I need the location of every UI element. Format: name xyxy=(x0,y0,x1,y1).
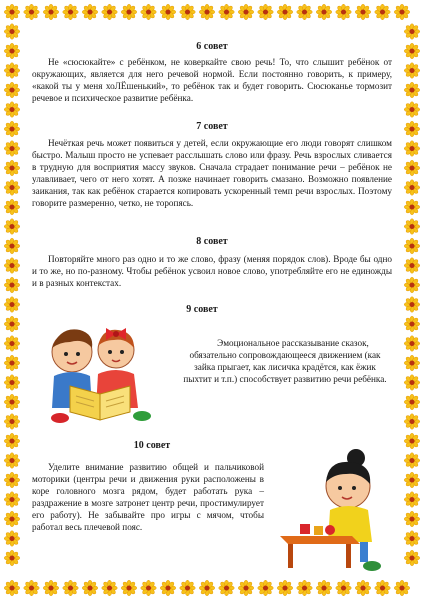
flower-icon xyxy=(297,580,313,596)
flower-icon xyxy=(4,433,20,449)
flower-icon xyxy=(404,82,420,98)
flower-icon xyxy=(63,580,79,596)
flower-icon xyxy=(404,102,420,118)
flower-icon xyxy=(4,160,20,176)
flower-icon xyxy=(4,550,20,566)
flower-icon xyxy=(121,4,137,20)
document-body xyxy=(32,26,392,574)
flower-icon xyxy=(404,219,420,235)
flower-icon xyxy=(404,394,420,410)
flower-icon xyxy=(238,4,254,20)
flower-icon xyxy=(4,580,20,596)
flower-icon xyxy=(4,453,20,469)
flower-icon xyxy=(258,4,274,20)
flower-icon xyxy=(160,580,176,596)
flower-icon xyxy=(4,414,20,430)
section-9-title: 9 совет xyxy=(186,304,218,315)
flower-icon xyxy=(4,316,20,332)
flower-icon xyxy=(404,336,420,352)
section-6-title: 6 совет xyxy=(196,41,228,52)
flower-icon xyxy=(141,580,157,596)
flower-icon xyxy=(43,4,59,20)
children-reading-illustration xyxy=(40,316,160,426)
flower-icon xyxy=(404,472,420,488)
flower-icon xyxy=(4,180,20,196)
flower-icon xyxy=(4,511,20,527)
flower-icon xyxy=(277,580,293,596)
section-8-text: Повторяйте много раз одно и то же слово, фразу (меняя порядок слов). Вроде бы одно и то же, но по-разному. Чтобы ребёнок усвоил новое слово, употребляйте его не единожды и в разных контекстах. xyxy=(32,254,392,288)
flower-icon xyxy=(258,580,274,596)
flower-icon xyxy=(4,102,20,118)
flower-icon xyxy=(404,414,420,430)
section-7-text: Нечёткая речь может появиться у детей, если окружающие его люди говорят слишком быстро. Малыш просто не успевает расслышать слово или фразу. Речь взрослых сливается в трудную для восприятия массу звуков. Сначала страдает понимание речи – ребёнок не улавливает, чего от него хотят. А позже начинает говорить смазано. Возможно появление заикания, так как ребёнок старается копировать ускоренный темп речи взрослых. Поэтому говорите размеренно, четко, не торопясь. xyxy=(32,138,392,208)
flower-icon xyxy=(404,180,420,196)
flower-icon xyxy=(4,82,20,98)
flower-icon xyxy=(219,4,235,20)
flower-icon xyxy=(404,277,420,293)
flower-icon xyxy=(102,4,118,20)
flower-icon xyxy=(404,375,420,391)
flower-icon xyxy=(199,4,215,20)
flower-icon xyxy=(102,580,118,596)
flower-icon xyxy=(63,4,79,20)
section-10-text: Уделите внимание развитию общей и пальчиковой моторики (центры речи и движения руки расположены в коре головного мозга рядом, будет работать рука – раздражение в мозге затронет центр речи, простимулирует его работу). Не забывайте про игры с мячом, чтобы работал весь плечевой пояс. xyxy=(32,462,264,532)
flower-icon xyxy=(121,580,137,596)
flower-icon xyxy=(375,4,391,20)
flower-icon xyxy=(219,580,235,596)
flower-icon xyxy=(180,580,196,596)
flower-icon xyxy=(355,580,371,596)
flower-icon xyxy=(4,277,20,293)
flower-icon xyxy=(24,4,40,20)
section-6-text: Не «сюсюкайте» с ребёнком, не коверкайте свою речь! То, что слышит ребёнок от окружающих, является для него речевой нормой. Если постоянно говорить, к примеру, «какой ты у меня хоЛЁшенький», то ребёнок так и будет говорить. Сюсюканье тормозит речевое и психическое развитие ребёнка. xyxy=(32,57,392,103)
flower-icon xyxy=(4,63,20,79)
flower-icon xyxy=(404,316,420,332)
flower-icon xyxy=(394,580,410,596)
flower-icon xyxy=(336,580,352,596)
flower-icon xyxy=(336,4,352,20)
flower-icon xyxy=(404,43,420,59)
flower-icon xyxy=(4,492,20,508)
flower-icon xyxy=(4,355,20,371)
section-9-text: Эмоциональное рассказывание сказок, обязательно сопровождающееся движением (как зайка прыгает, как лисичка крадётся, как ёжик пыхтит и т.п.) способствует развитию речи ребёнка. xyxy=(183,338,387,384)
flower-icon xyxy=(394,4,410,20)
flower-icon xyxy=(4,394,20,410)
flower-icon xyxy=(4,258,20,274)
flower-icon xyxy=(24,580,40,596)
flower-icon xyxy=(404,433,420,449)
flower-icon xyxy=(4,531,20,547)
flower-icon xyxy=(4,472,20,488)
flower-icon xyxy=(4,24,20,40)
flower-icon xyxy=(404,550,420,566)
flower-icon xyxy=(404,531,420,547)
section-7-title: 7 совет xyxy=(196,121,228,132)
flower-icon xyxy=(404,492,420,508)
flower-icon xyxy=(4,199,20,215)
section-8-title: 8 совет xyxy=(196,236,228,247)
flower-icon xyxy=(4,336,20,352)
flower-icon xyxy=(4,121,20,137)
flower-icon xyxy=(277,4,293,20)
flower-icon xyxy=(375,580,391,596)
flower-icon xyxy=(316,580,332,596)
flower-icon xyxy=(404,63,420,79)
flower-icon xyxy=(199,580,215,596)
flower-icon xyxy=(404,297,420,313)
flower-icon xyxy=(355,4,371,20)
flower-icon xyxy=(4,219,20,235)
flower-icon xyxy=(4,238,20,254)
flower-icon xyxy=(4,43,20,59)
flower-icon xyxy=(4,141,20,157)
flower-icon xyxy=(404,160,420,176)
flower-icon xyxy=(4,297,20,313)
flower-icon xyxy=(4,4,20,20)
flower-icon xyxy=(82,4,98,20)
section-10-title: 10 совет xyxy=(133,440,171,451)
flower-icon xyxy=(404,355,420,371)
flower-icon xyxy=(4,375,20,391)
flower-icon xyxy=(404,238,420,254)
flower-icon xyxy=(404,141,420,157)
flower-icon xyxy=(404,199,420,215)
flower-icon xyxy=(141,4,157,20)
flower-icon xyxy=(404,24,420,40)
girl-playing-illustration xyxy=(276,444,394,574)
flower-icon xyxy=(238,580,254,596)
flower-icon xyxy=(160,4,176,20)
flower-icon xyxy=(82,580,98,596)
flower-icon xyxy=(43,580,59,596)
flower-icon xyxy=(404,453,420,469)
flower-icon xyxy=(316,4,332,20)
flower-icon xyxy=(404,258,420,274)
flower-icon xyxy=(180,4,196,20)
flower-icon xyxy=(297,4,313,20)
flower-icon xyxy=(404,121,420,137)
flower-icon xyxy=(404,511,420,527)
